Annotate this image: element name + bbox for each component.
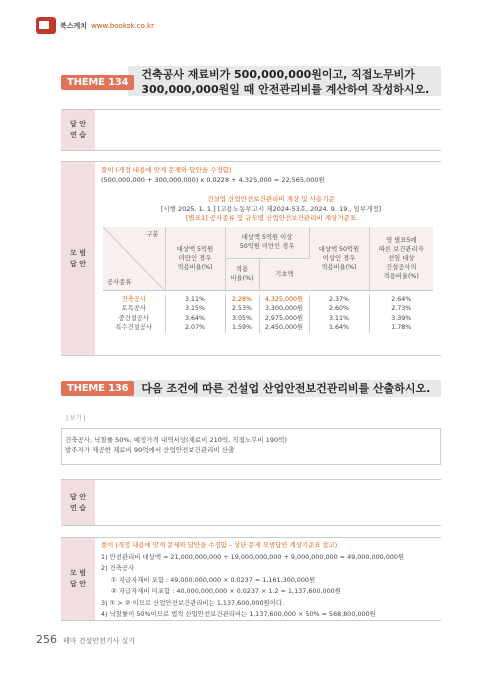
bogi-line: 발주자가 제공한 재료비 90억에서 산업안전보건관리비 산출: [65, 446, 235, 454]
page-footer: [36, 633, 135, 646]
rate-table: [103, 227, 433, 333]
solution-calc: (500,000,000 + 300,000,000) x 0.0228 + 4,325,000 = 22,565,000원: [101, 176, 325, 184]
theme-question: 다음 조건에 따른 건설업 산업안전보건관리비를 산출하시오.: [141, 382, 431, 395]
table-title: 건설업 산업안전보건관리비 계상 및 사용기준: [207, 195, 335, 203]
corner-header: 구분 공사종류: [103, 227, 165, 291]
solution-line: 4) 낙찰률이 50%이므로 법적 산업안전보건관리비는 1,137,600,000 × 50% = 568,800,000원: [101, 610, 376, 618]
header-base-amount: 기초액: [259, 258, 309, 290]
brand-header: [36, 17, 154, 34]
model-answer-label: 모 범 답 안: [61, 538, 95, 620]
solution-line: ② 지급자재비 미포함 : 40,000,000,000 × 0.0237 × 1.2 = 1,137,600,000원: [111, 587, 341, 595]
tv-logo-icon: [36, 17, 56, 34]
solution-line: 1) 안전관리비 대상액 = 21,000,000,000 + 19,000,000,000 + 9,000,000,000 = 49,000,000,000원: [101, 552, 405, 561]
solution-line: 3) ① > ② 이므로 산업안전보건관리비는 1,137,600,000원이다.: [101, 598, 285, 607]
header-over-50: 대상액 50억원 이상인 경우 적용비율(%): [309, 227, 369, 291]
brand-name: 북스케치: [60, 21, 88, 30]
solution-title: 풀이 (개정 내용에 맞게 문제와 답안을 수정함): [101, 166, 232, 174]
theme-question: 건축공사 재료비가 500,000,000원이고, 직접노무비가 300,000,000원일 때 안전관리비를 계산하여 작성하시오.: [141, 68, 430, 96]
answer-practice-label: 답 안 연 습: [61, 480, 95, 525]
page-number: 256: [36, 633, 57, 646]
table-row: 특수건설공사 2.07% 1.59% 2,450,000원 1.64% 1.78%: [103, 323, 433, 333]
solution-line: ① 지급자재비 포함 : 49,000,000,000 × 0.0237 = 1,161,300,000원: [111, 575, 316, 584]
theme-badge: THEME 134: [61, 75, 134, 90]
bogi-box: [61, 428, 441, 465]
footer-title: 테마 건설안전기사 실기: [63, 637, 136, 645]
answer-practice-box: [61, 479, 441, 526]
bogi-label: | 보기 |: [66, 415, 86, 422]
header-health-manager: 영 별표5에 따른 보건관리자 선임 대상 건설공사의 적용비율(%): [369, 227, 433, 291]
table-row: 중건설공사 3.64% 3.05% 2,975,000원 3.11% 3.39%: [103, 314, 433, 324]
model-answer-label: 모 범 답 안: [61, 162, 95, 355]
table-appendix: [별표1] 공사종류 및 규모별 산업안전보건관리비 계상기준표: [185, 214, 357, 222]
bogi-line: 건축공사, 낙찰률 50%, 예정가격 내역서상(재료비 210억, 직접노무비 190억): [65, 436, 287, 444]
solution-line: 2) 건축공사: [101, 564, 135, 572]
header-under-5: 대상액 5억원 미만인 경우 적용비율(%): [165, 227, 225, 291]
answer-practice-box: [61, 109, 441, 151]
answer-practice-label: 답 안 연 습: [61, 110, 95, 150]
header-5-to-50: 대상액 5억원 이상 50억원 미만인 경우: [225, 227, 309, 259]
brand-url: www.booksk.co.kr: [91, 21, 154, 30]
table-law: [시행 2025. 1. 1.] [고용노동부고시 제2024-53호, 2024. 9. 19., 일부개정]: [160, 204, 382, 213]
table-row: 건축공사 3.11% 2.28% 4,325,000원 2.37% 2.64%: [103, 295, 433, 305]
model-answer-box: [61, 161, 441, 356]
theme-136: [61, 381, 441, 396]
model-answer-box: [61, 537, 441, 621]
table-row: 토목공사 3.15% 2.53% 3,300,000원 2.60% 2.73%: [103, 304, 433, 314]
header-rate: 적용 비율(%): [225, 258, 259, 290]
theme-badge: THEME 136: [61, 381, 134, 396]
theme-134: [61, 67, 431, 97]
solution-title: 풀이 (개정 내용에 맞게 문제와 답안을 수정함 – 상단 문제 모범답안 계상기준표 참고): [101, 541, 338, 549]
